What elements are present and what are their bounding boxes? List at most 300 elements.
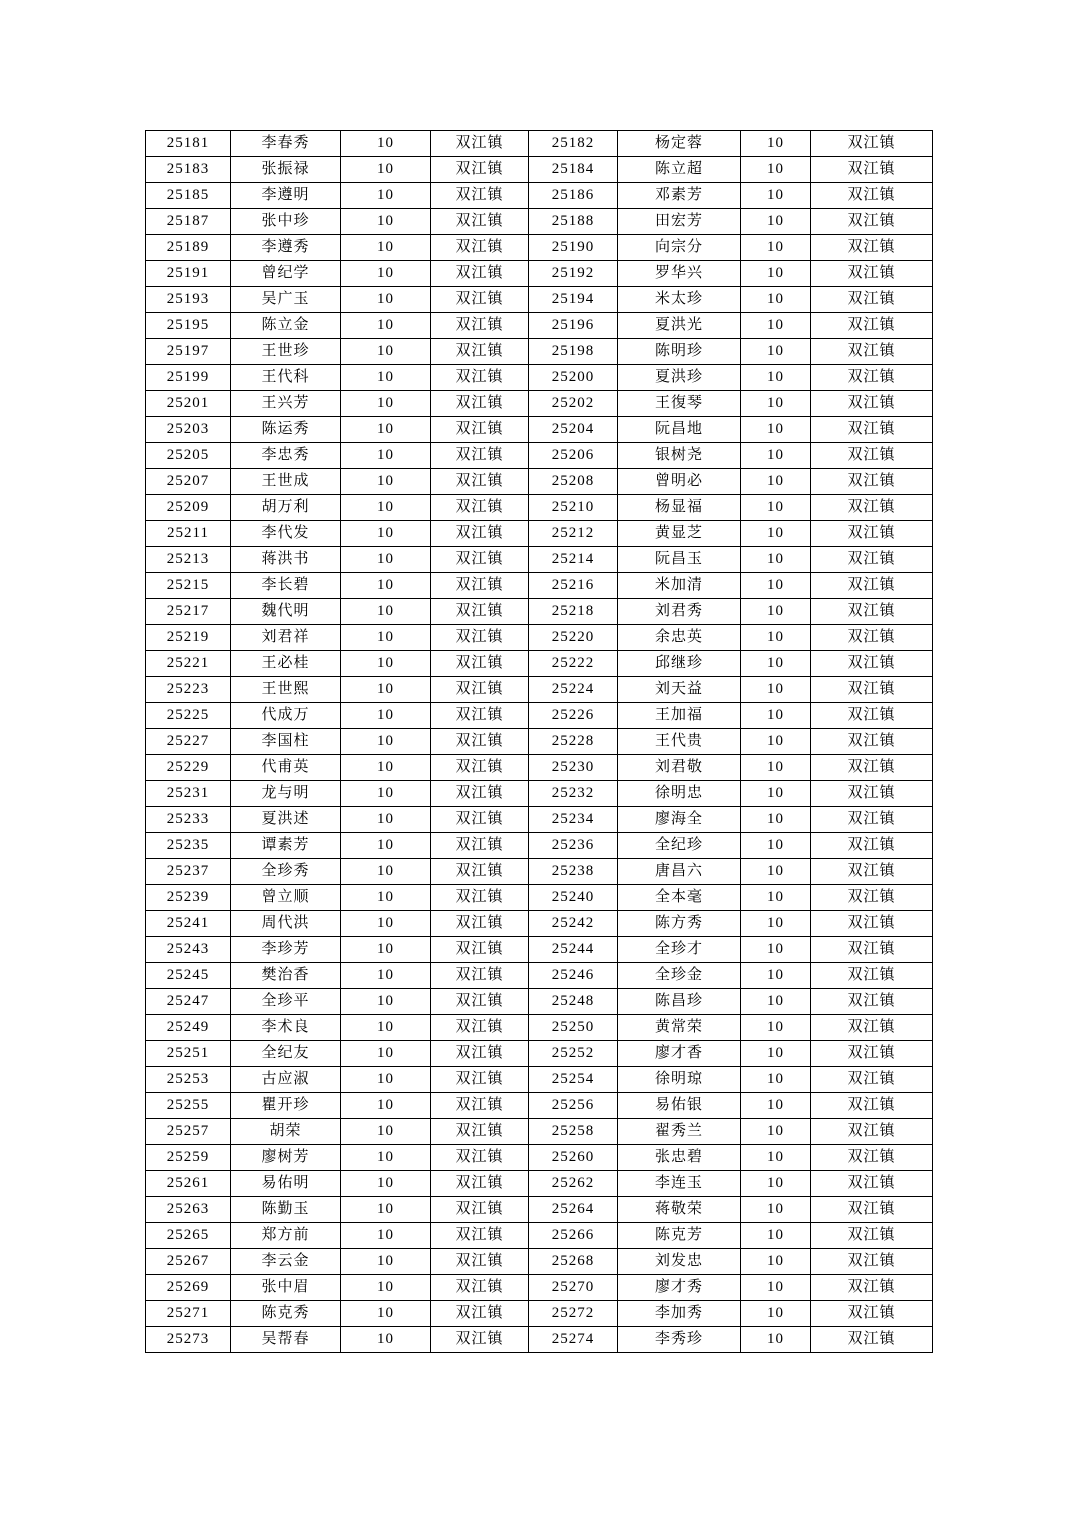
table-row bbox=[146, 365, 933, 391]
name-cell: 李珍芳 bbox=[231, 937, 341, 963]
town-cell: 双江镇 bbox=[431, 1197, 529, 1223]
amount-cell: 10 bbox=[741, 755, 811, 781]
amount-cell: 10 bbox=[341, 807, 431, 833]
name-cell: 刘君秀 bbox=[618, 599, 741, 625]
id-cell: 25263 bbox=[146, 1197, 231, 1223]
roster-table-container bbox=[145, 130, 932, 1353]
town-cell: 双江镇 bbox=[811, 261, 933, 287]
amount-cell: 10 bbox=[741, 235, 811, 261]
town-cell: 双江镇 bbox=[431, 625, 529, 651]
town-cell: 双江镇 bbox=[431, 261, 529, 287]
town-cell: 双江镇 bbox=[431, 1301, 529, 1327]
id-cell: 25256 bbox=[529, 1093, 618, 1119]
id-cell: 25202 bbox=[529, 391, 618, 417]
town-cell: 双江镇 bbox=[811, 729, 933, 755]
amount-cell: 10 bbox=[341, 1327, 431, 1353]
town-cell: 双江镇 bbox=[811, 1249, 933, 1275]
amount-cell: 10 bbox=[741, 1275, 811, 1301]
town-cell: 双江镇 bbox=[811, 547, 933, 573]
id-cell: 25262 bbox=[529, 1171, 618, 1197]
town-cell: 双江镇 bbox=[811, 209, 933, 235]
table-row bbox=[146, 391, 933, 417]
amount-cell: 10 bbox=[341, 131, 431, 157]
amount-cell: 10 bbox=[741, 807, 811, 833]
id-cell: 25223 bbox=[146, 677, 231, 703]
amount-cell: 10 bbox=[741, 963, 811, 989]
town-cell: 双江镇 bbox=[431, 1327, 529, 1353]
town-cell: 双江镇 bbox=[431, 131, 529, 157]
name-cell: 徐明忠 bbox=[618, 781, 741, 807]
name-cell: 陈运秀 bbox=[231, 417, 341, 443]
name-cell: 王復琴 bbox=[618, 391, 741, 417]
name-cell: 全珍金 bbox=[618, 963, 741, 989]
town-cell: 双江镇 bbox=[431, 859, 529, 885]
amount-cell: 10 bbox=[341, 1275, 431, 1301]
table-row bbox=[146, 287, 933, 313]
name-cell: 龙与明 bbox=[231, 781, 341, 807]
id-cell: 25217 bbox=[146, 599, 231, 625]
name-cell: 全本毫 bbox=[618, 885, 741, 911]
name-cell: 黄常荣 bbox=[618, 1015, 741, 1041]
amount-cell: 10 bbox=[741, 729, 811, 755]
town-cell: 双江镇 bbox=[431, 703, 529, 729]
name-cell: 杨显福 bbox=[618, 495, 741, 521]
table-row bbox=[146, 443, 933, 469]
amount-cell: 10 bbox=[341, 287, 431, 313]
id-cell: 25238 bbox=[529, 859, 618, 885]
amount-cell: 10 bbox=[741, 365, 811, 391]
table-row bbox=[146, 521, 933, 547]
id-cell: 25250 bbox=[529, 1015, 618, 1041]
town-cell: 双江镇 bbox=[811, 963, 933, 989]
id-cell: 25272 bbox=[529, 1301, 618, 1327]
town-cell: 双江镇 bbox=[431, 677, 529, 703]
town-cell: 双江镇 bbox=[431, 391, 529, 417]
name-cell: 陈克芳 bbox=[618, 1223, 741, 1249]
table-row bbox=[146, 1223, 933, 1249]
name-cell: 樊治香 bbox=[231, 963, 341, 989]
name-cell: 张中眉 bbox=[231, 1275, 341, 1301]
id-cell: 25183 bbox=[146, 157, 231, 183]
amount-cell: 10 bbox=[741, 833, 811, 859]
town-cell: 双江镇 bbox=[811, 781, 933, 807]
town-cell: 双江镇 bbox=[431, 833, 529, 859]
table-row bbox=[146, 1145, 933, 1171]
name-cell: 余忠英 bbox=[618, 625, 741, 651]
table-row bbox=[146, 339, 933, 365]
table-row bbox=[146, 261, 933, 287]
name-cell: 代成万 bbox=[231, 703, 341, 729]
id-cell: 25203 bbox=[146, 417, 231, 443]
id-cell: 25201 bbox=[146, 391, 231, 417]
name-cell: 陈勤玉 bbox=[231, 1197, 341, 1223]
amount-cell: 10 bbox=[341, 365, 431, 391]
name-cell: 廖海全 bbox=[618, 807, 741, 833]
id-cell: 25200 bbox=[529, 365, 618, 391]
id-cell: 25226 bbox=[529, 703, 618, 729]
amount-cell: 10 bbox=[341, 261, 431, 287]
amount-cell: 10 bbox=[741, 599, 811, 625]
id-cell: 25259 bbox=[146, 1145, 231, 1171]
id-cell: 25211 bbox=[146, 521, 231, 547]
amount-cell: 10 bbox=[341, 1093, 431, 1119]
id-cell: 25188 bbox=[529, 209, 618, 235]
town-cell: 双江镇 bbox=[811, 859, 933, 885]
amount-cell: 10 bbox=[341, 755, 431, 781]
town-cell: 双江镇 bbox=[431, 729, 529, 755]
id-cell: 25234 bbox=[529, 807, 618, 833]
town-cell: 双江镇 bbox=[811, 521, 933, 547]
amount-cell: 10 bbox=[741, 521, 811, 547]
amount-cell: 10 bbox=[341, 1197, 431, 1223]
name-cell: 谭素芳 bbox=[231, 833, 341, 859]
town-cell: 双江镇 bbox=[811, 1041, 933, 1067]
id-cell: 25225 bbox=[146, 703, 231, 729]
id-cell: 25245 bbox=[146, 963, 231, 989]
table-row bbox=[146, 1301, 933, 1327]
town-cell: 双江镇 bbox=[811, 807, 933, 833]
table-row bbox=[146, 703, 933, 729]
town-cell: 双江镇 bbox=[811, 1301, 933, 1327]
town-cell: 双江镇 bbox=[811, 287, 933, 313]
town-cell: 双江镇 bbox=[431, 235, 529, 261]
town-cell: 双江镇 bbox=[431, 937, 529, 963]
table-row bbox=[146, 495, 933, 521]
name-cell: 曾纪学 bbox=[231, 261, 341, 287]
name-cell: 陈明珍 bbox=[618, 339, 741, 365]
town-cell: 双江镇 bbox=[431, 287, 529, 313]
name-cell: 李术良 bbox=[231, 1015, 341, 1041]
amount-cell: 10 bbox=[741, 391, 811, 417]
town-cell: 双江镇 bbox=[811, 443, 933, 469]
id-cell: 25274 bbox=[529, 1327, 618, 1353]
amount-cell: 10 bbox=[341, 599, 431, 625]
town-cell: 双江镇 bbox=[811, 131, 933, 157]
id-cell: 25261 bbox=[146, 1171, 231, 1197]
name-cell: 张中珍 bbox=[231, 209, 341, 235]
amount-cell: 10 bbox=[741, 885, 811, 911]
town-cell: 双江镇 bbox=[811, 469, 933, 495]
town-cell: 双江镇 bbox=[811, 365, 933, 391]
table-row bbox=[146, 729, 933, 755]
amount-cell: 10 bbox=[341, 469, 431, 495]
name-cell: 夏洪珍 bbox=[618, 365, 741, 391]
table-row bbox=[146, 651, 933, 677]
name-cell: 邓素芳 bbox=[618, 183, 741, 209]
id-cell: 25254 bbox=[529, 1067, 618, 1093]
table-row bbox=[146, 1067, 933, 1093]
id-cell: 25220 bbox=[529, 625, 618, 651]
name-cell: 夏洪光 bbox=[618, 313, 741, 339]
id-cell: 25249 bbox=[146, 1015, 231, 1041]
table-row bbox=[146, 573, 933, 599]
name-cell: 徐明琼 bbox=[618, 1067, 741, 1093]
amount-cell: 10 bbox=[341, 651, 431, 677]
amount-cell: 10 bbox=[741, 287, 811, 313]
amount-cell: 10 bbox=[341, 781, 431, 807]
name-cell: 王世成 bbox=[231, 469, 341, 495]
name-cell: 李云金 bbox=[231, 1249, 341, 1275]
amount-cell: 10 bbox=[741, 261, 811, 287]
id-cell: 25237 bbox=[146, 859, 231, 885]
name-cell: 李春秀 bbox=[231, 131, 341, 157]
amount-cell: 10 bbox=[741, 1249, 811, 1275]
amount-cell: 10 bbox=[741, 937, 811, 963]
town-cell: 双江镇 bbox=[431, 807, 529, 833]
town-cell: 双江镇 bbox=[811, 417, 933, 443]
amount-cell: 10 bbox=[341, 1249, 431, 1275]
id-cell: 25193 bbox=[146, 287, 231, 313]
id-cell: 25251 bbox=[146, 1041, 231, 1067]
town-cell: 双江镇 bbox=[431, 1119, 529, 1145]
amount-cell: 10 bbox=[741, 781, 811, 807]
name-cell: 周代洪 bbox=[231, 911, 341, 937]
id-cell: 25222 bbox=[529, 651, 618, 677]
id-cell: 25207 bbox=[146, 469, 231, 495]
name-cell: 王兴芳 bbox=[231, 391, 341, 417]
town-cell: 双江镇 bbox=[431, 599, 529, 625]
town-cell: 双江镇 bbox=[431, 1093, 529, 1119]
id-cell: 25187 bbox=[146, 209, 231, 235]
id-cell: 25269 bbox=[146, 1275, 231, 1301]
town-cell: 双江镇 bbox=[431, 911, 529, 937]
amount-cell: 10 bbox=[341, 443, 431, 469]
name-cell: 米太珍 bbox=[618, 287, 741, 313]
id-cell: 25236 bbox=[529, 833, 618, 859]
amount-cell: 10 bbox=[341, 573, 431, 599]
amount-cell: 10 bbox=[341, 1171, 431, 1197]
id-cell: 25194 bbox=[529, 287, 618, 313]
id-cell: 25192 bbox=[529, 261, 618, 287]
town-cell: 双江镇 bbox=[811, 1145, 933, 1171]
name-cell: 杨定蓉 bbox=[618, 131, 741, 157]
amount-cell: 10 bbox=[741, 1093, 811, 1119]
id-cell: 25219 bbox=[146, 625, 231, 651]
id-cell: 25248 bbox=[529, 989, 618, 1015]
table-row bbox=[146, 755, 933, 781]
amount-cell: 10 bbox=[741, 1041, 811, 1067]
name-cell: 黄显芝 bbox=[618, 521, 741, 547]
name-cell: 李连玉 bbox=[618, 1171, 741, 1197]
id-cell: 25212 bbox=[529, 521, 618, 547]
name-cell: 陈克秀 bbox=[231, 1301, 341, 1327]
id-cell: 25266 bbox=[529, 1223, 618, 1249]
table-row bbox=[146, 183, 933, 209]
name-cell: 胡荣 bbox=[231, 1119, 341, 1145]
town-cell: 双江镇 bbox=[431, 651, 529, 677]
name-cell: 李忠秀 bbox=[231, 443, 341, 469]
id-cell: 25270 bbox=[529, 1275, 618, 1301]
table-row bbox=[146, 859, 933, 885]
town-cell: 双江镇 bbox=[431, 313, 529, 339]
town-cell: 双江镇 bbox=[811, 911, 933, 937]
name-cell: 李遵秀 bbox=[231, 235, 341, 261]
amount-cell: 10 bbox=[341, 911, 431, 937]
id-cell: 25246 bbox=[529, 963, 618, 989]
id-cell: 25181 bbox=[146, 131, 231, 157]
id-cell: 25221 bbox=[146, 651, 231, 677]
id-cell: 25224 bbox=[529, 677, 618, 703]
amount-cell: 10 bbox=[741, 1145, 811, 1171]
name-cell: 古应淑 bbox=[231, 1067, 341, 1093]
amount-cell: 10 bbox=[741, 1015, 811, 1041]
name-cell: 陈立超 bbox=[618, 157, 741, 183]
table-row bbox=[146, 807, 933, 833]
town-cell: 双江镇 bbox=[431, 157, 529, 183]
id-cell: 25228 bbox=[529, 729, 618, 755]
name-cell: 易佑银 bbox=[618, 1093, 741, 1119]
name-cell: 米加清 bbox=[618, 573, 741, 599]
id-cell: 25218 bbox=[529, 599, 618, 625]
amount-cell: 10 bbox=[341, 209, 431, 235]
name-cell: 陈昌珍 bbox=[618, 989, 741, 1015]
amount-cell: 10 bbox=[341, 937, 431, 963]
id-cell: 25182 bbox=[529, 131, 618, 157]
name-cell: 蒋洪书 bbox=[231, 547, 341, 573]
amount-cell: 10 bbox=[341, 833, 431, 859]
name-cell: 罗华兴 bbox=[618, 261, 741, 287]
town-cell: 双江镇 bbox=[811, 1275, 933, 1301]
name-cell: 蒋敬荣 bbox=[618, 1197, 741, 1223]
name-cell: 吴广玉 bbox=[231, 287, 341, 313]
id-cell: 25214 bbox=[529, 547, 618, 573]
town-cell: 双江镇 bbox=[811, 1119, 933, 1145]
amount-cell: 10 bbox=[741, 1067, 811, 1093]
amount-cell: 10 bbox=[341, 1041, 431, 1067]
id-cell: 25189 bbox=[146, 235, 231, 261]
name-cell: 全珍秀 bbox=[231, 859, 341, 885]
id-cell: 25231 bbox=[146, 781, 231, 807]
town-cell: 双江镇 bbox=[811, 885, 933, 911]
table-row bbox=[146, 1275, 933, 1301]
id-cell: 25242 bbox=[529, 911, 618, 937]
name-cell: 刘君祥 bbox=[231, 625, 341, 651]
name-cell: 张忠碧 bbox=[618, 1145, 741, 1171]
name-cell: 全纪珍 bbox=[618, 833, 741, 859]
town-cell: 双江镇 bbox=[431, 989, 529, 1015]
id-cell: 25191 bbox=[146, 261, 231, 287]
table-row bbox=[146, 417, 933, 443]
table-row bbox=[146, 599, 933, 625]
id-cell: 25215 bbox=[146, 573, 231, 599]
town-cell: 双江镇 bbox=[811, 1015, 933, 1041]
id-cell: 25185 bbox=[146, 183, 231, 209]
town-cell: 双江镇 bbox=[811, 391, 933, 417]
id-cell: 25241 bbox=[146, 911, 231, 937]
town-cell: 双江镇 bbox=[811, 313, 933, 339]
amount-cell: 10 bbox=[341, 547, 431, 573]
table-row bbox=[146, 313, 933, 339]
amount-cell: 10 bbox=[341, 677, 431, 703]
town-cell: 双江镇 bbox=[431, 209, 529, 235]
amount-cell: 10 bbox=[741, 1197, 811, 1223]
table-row bbox=[146, 911, 933, 937]
id-cell: 25205 bbox=[146, 443, 231, 469]
amount-cell: 10 bbox=[741, 625, 811, 651]
roster-table bbox=[145, 130, 933, 1353]
id-cell: 25265 bbox=[146, 1223, 231, 1249]
name-cell: 王代科 bbox=[231, 365, 341, 391]
id-cell: 25258 bbox=[529, 1119, 618, 1145]
name-cell: 魏代明 bbox=[231, 599, 341, 625]
id-cell: 25268 bbox=[529, 1249, 618, 1275]
amount-cell: 10 bbox=[341, 625, 431, 651]
town-cell: 双江镇 bbox=[431, 1145, 529, 1171]
amount-cell: 10 bbox=[741, 677, 811, 703]
town-cell: 双江镇 bbox=[811, 1197, 933, 1223]
town-cell: 双江镇 bbox=[431, 1041, 529, 1067]
id-cell: 25260 bbox=[529, 1145, 618, 1171]
id-cell: 25199 bbox=[146, 365, 231, 391]
town-cell: 双江镇 bbox=[431, 495, 529, 521]
table-row bbox=[146, 1249, 933, 1275]
town-cell: 双江镇 bbox=[811, 651, 933, 677]
amount-cell: 10 bbox=[341, 885, 431, 911]
id-cell: 25232 bbox=[529, 781, 618, 807]
amount-cell: 10 bbox=[341, 417, 431, 443]
name-cell: 胡万利 bbox=[231, 495, 341, 521]
name-cell: 李国柱 bbox=[231, 729, 341, 755]
amount-cell: 10 bbox=[741, 469, 811, 495]
name-cell: 张振禄 bbox=[231, 157, 341, 183]
name-cell: 廖才秀 bbox=[618, 1275, 741, 1301]
name-cell: 阮昌地 bbox=[618, 417, 741, 443]
id-cell: 25227 bbox=[146, 729, 231, 755]
id-cell: 25204 bbox=[529, 417, 618, 443]
amount-cell: 10 bbox=[341, 495, 431, 521]
town-cell: 双江镇 bbox=[811, 235, 933, 261]
amount-cell: 10 bbox=[741, 989, 811, 1015]
name-cell: 李遵明 bbox=[231, 183, 341, 209]
name-cell: 翟秀兰 bbox=[618, 1119, 741, 1145]
town-cell: 双江镇 bbox=[431, 573, 529, 599]
id-cell: 25186 bbox=[529, 183, 618, 209]
id-cell: 25196 bbox=[529, 313, 618, 339]
town-cell: 双江镇 bbox=[811, 937, 933, 963]
town-cell: 双江镇 bbox=[811, 573, 933, 599]
town-cell: 双江镇 bbox=[811, 339, 933, 365]
roster-table-body bbox=[146, 131, 933, 1353]
town-cell: 双江镇 bbox=[431, 963, 529, 989]
town-cell: 双江镇 bbox=[431, 443, 529, 469]
amount-cell: 10 bbox=[741, 417, 811, 443]
name-cell: 全珍平 bbox=[231, 989, 341, 1015]
amount-cell: 10 bbox=[341, 183, 431, 209]
amount-cell: 10 bbox=[741, 1301, 811, 1327]
id-cell: 25273 bbox=[146, 1327, 231, 1353]
amount-cell: 10 bbox=[741, 573, 811, 599]
town-cell: 双江镇 bbox=[811, 1223, 933, 1249]
name-cell: 陈方秀 bbox=[618, 911, 741, 937]
table-row bbox=[146, 131, 933, 157]
amount-cell: 10 bbox=[741, 703, 811, 729]
town-cell: 双江镇 bbox=[431, 547, 529, 573]
id-cell: 25206 bbox=[529, 443, 618, 469]
name-cell: 刘天益 bbox=[618, 677, 741, 703]
table-row bbox=[146, 1197, 933, 1223]
name-cell: 陈立金 bbox=[231, 313, 341, 339]
town-cell: 双江镇 bbox=[431, 417, 529, 443]
name-cell: 瞿开珍 bbox=[231, 1093, 341, 1119]
amount-cell: 10 bbox=[741, 209, 811, 235]
id-cell: 25271 bbox=[146, 1301, 231, 1327]
id-cell: 25267 bbox=[146, 1249, 231, 1275]
name-cell: 代甫英 bbox=[231, 755, 341, 781]
id-cell: 25247 bbox=[146, 989, 231, 1015]
town-cell: 双江镇 bbox=[811, 495, 933, 521]
table-row bbox=[146, 963, 933, 989]
amount-cell: 10 bbox=[741, 339, 811, 365]
